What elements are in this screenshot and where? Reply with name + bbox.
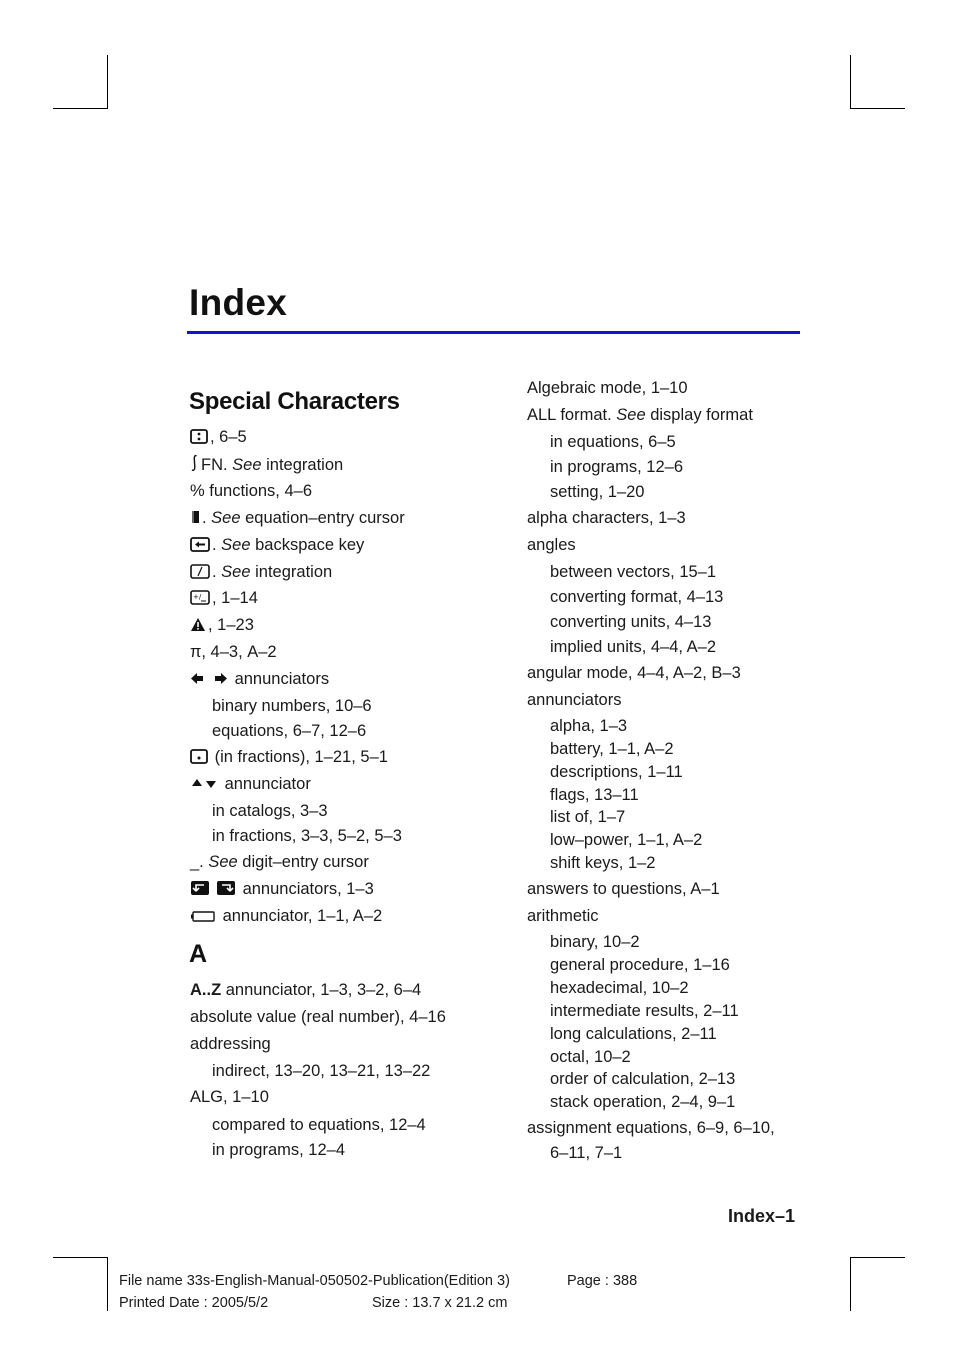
special-character-entry xyxy=(190,642,277,662)
index-subentry xyxy=(550,482,645,502)
page-number-label: Index–1 xyxy=(728,1206,796,1226)
entry-text: intermediate results, 2–11 xyxy=(550,1002,739,1020)
entry-text: absolute value (real number), 4–16 xyxy=(190,1008,446,1026)
size-info: Size : 13.7 x 21.2 cm xyxy=(372,1295,508,1311)
a-index-entry xyxy=(190,1034,271,1054)
shift-annunciators-icon xyxy=(190,880,238,898)
see-reference: See xyxy=(221,536,251,554)
index-subentry xyxy=(550,762,683,782)
title-rule xyxy=(187,331,800,334)
crop-mark-top-right-v xyxy=(850,55,851,109)
entry-text: long calculations, 2–11 xyxy=(550,1025,717,1043)
a-index-subentry xyxy=(212,1115,426,1135)
section-heading-a: A xyxy=(189,940,208,968)
entry-text: compared to equations, 12–4 xyxy=(212,1116,426,1134)
index-subentry xyxy=(550,739,674,759)
page-title: Index xyxy=(189,282,288,323)
entry-text: in fractions, 3–3, 5–2, 5–3 xyxy=(212,827,402,845)
see-reference: See xyxy=(221,563,251,581)
index-subentry xyxy=(550,978,689,998)
entry-text: , 6–5 xyxy=(210,428,247,446)
entry-text: 6–11, 7–1 xyxy=(550,1144,623,1162)
see-target: backspace key xyxy=(250,536,365,554)
entry-text: implied units, 4–4, A–2 xyxy=(550,638,717,656)
entry-text: assignment equations, 6–9, 6–10, xyxy=(527,1119,775,1137)
crop-mark-top-right-h xyxy=(850,108,905,109)
entry-text: addressing xyxy=(190,1035,271,1053)
special-character-entry xyxy=(190,562,332,582)
battery-icon xyxy=(190,907,218,925)
see-reference: See xyxy=(211,509,241,527)
special-character-entry xyxy=(190,774,311,794)
entry-cursor-icon xyxy=(190,509,202,527)
index-subentry xyxy=(550,955,730,975)
special-character-entry xyxy=(190,669,329,689)
index-entry xyxy=(527,690,621,710)
entry-text: ALG, 1–10 xyxy=(190,1088,269,1106)
index-entry xyxy=(527,405,753,425)
see-target: equation–entry cursor xyxy=(240,509,405,527)
file-name: File name 33s-English-Manual-050502-Publication(Edition 3) xyxy=(119,1273,510,1289)
index-subentry xyxy=(550,1069,735,1089)
special-character-entry xyxy=(190,615,254,635)
a-index-entry xyxy=(190,1007,446,1027)
entry-text: % functions, 4–6 xyxy=(190,482,312,500)
special-character-entry xyxy=(190,852,369,872)
entry-text: , 1–23 xyxy=(208,616,254,634)
entry-text: alpha, 1–3 xyxy=(550,717,628,735)
index-entry xyxy=(527,508,686,528)
index-subentry xyxy=(550,1047,631,1067)
see-reference: See xyxy=(232,456,262,474)
entry-text: _. xyxy=(190,853,209,871)
index-entry xyxy=(527,879,720,899)
special-character-entry xyxy=(190,747,388,767)
entry-text: shift keys, 1–2 xyxy=(550,854,656,872)
entry-text: battery, 1–1, A–2 xyxy=(550,740,674,758)
index-subentry xyxy=(550,1024,717,1044)
entry-text: . xyxy=(202,509,212,527)
special-character-subentry xyxy=(212,826,402,846)
entry-text: answers to questions, A–1 xyxy=(527,880,720,898)
index-entry xyxy=(527,1118,775,1138)
a-index-subentry xyxy=(212,1061,430,1081)
printed-date: Printed Date : 2005/5/2 xyxy=(119,1295,269,1311)
index-entry xyxy=(527,535,576,555)
entry-text: order of calculation, 2–13 xyxy=(550,1070,736,1088)
index-entry xyxy=(527,663,741,683)
entry-text: equations, 6–7, 12–6 xyxy=(212,722,367,740)
index-subentry xyxy=(550,562,716,582)
crop-mark-bottom-left-v xyxy=(107,1257,108,1311)
special-character-entry xyxy=(190,454,343,475)
entry-text: in catalogs, 3–3 xyxy=(212,802,328,820)
crop-mark-top-left-v xyxy=(107,55,108,109)
page-info: Page : 388 xyxy=(567,1273,638,1289)
crop-mark-bottom-right-v xyxy=(850,1257,851,1311)
svg-text:+/: +/ xyxy=(193,593,202,601)
entry-text: . xyxy=(212,536,222,554)
entry-text: (in fractions), 1–21, 5–1 xyxy=(210,748,388,766)
entry-text: stack operation, 2–4, 9–1 xyxy=(550,1093,736,1111)
index-subentry xyxy=(550,457,683,477)
integral-key-icon xyxy=(190,563,212,581)
backspace-key-icon xyxy=(190,536,212,554)
entry-text: annunciator xyxy=(220,775,311,793)
see-target: digit–entry cursor xyxy=(237,853,369,871)
special-character-entry xyxy=(190,508,405,528)
special-character-subentry xyxy=(212,696,372,716)
index-entry xyxy=(527,906,599,926)
plus-minus-key-icon xyxy=(190,589,212,607)
entry-text: annunciators xyxy=(230,670,330,688)
index-subentry xyxy=(550,612,711,632)
see-target: integration xyxy=(250,563,333,581)
entry-text: hexadecimal, 10–2 xyxy=(550,979,689,997)
crop-mark-bottom-right-h xyxy=(850,1257,905,1258)
entry-text: Algebraic mode, 1–10 xyxy=(527,379,688,397)
special-character-entry xyxy=(190,588,258,608)
crop-mark-top-left-h xyxy=(53,108,108,109)
dot-key-icon xyxy=(190,748,210,766)
entry-text: between vectors, 15–1 xyxy=(550,563,717,581)
special-character-entry xyxy=(190,481,312,501)
index-subentry xyxy=(550,932,640,952)
special-character-subentry xyxy=(212,801,328,821)
see-target: integration xyxy=(261,456,344,474)
a-index-entry xyxy=(190,1087,269,1107)
index-subentry xyxy=(550,807,625,827)
entry-text: descriptions, 1–11 xyxy=(550,763,683,781)
entry-text: ALL format. xyxy=(527,406,617,424)
entry-text: octal, 10–2 xyxy=(550,1048,631,1066)
index-subentry xyxy=(550,830,702,850)
index-subentry xyxy=(550,432,676,452)
index-subentry xyxy=(550,716,627,736)
integral-sign-icon xyxy=(190,456,201,474)
entry-text: in programs, 12–4 xyxy=(212,1141,345,1159)
entry-text: indirect, 13–20, 13–21, 13–22 xyxy=(212,1062,431,1080)
entry-text: setting, 1–20 xyxy=(550,483,645,501)
left-right-arrows-icon xyxy=(190,670,230,688)
index-entry xyxy=(527,378,688,398)
entry-text: flags, 13–11 xyxy=(550,786,639,804)
entry-text: , 1–14 xyxy=(212,589,258,607)
entry-text: angles xyxy=(527,536,576,554)
entry-text: annunciators, 1–3 xyxy=(238,880,374,898)
entry-text: in programs, 12–6 xyxy=(550,458,683,476)
special-character-entry xyxy=(190,879,374,899)
entry-text: FN. xyxy=(201,456,233,474)
see-reference: See xyxy=(208,853,238,871)
entry-text: converting format, 4–13 xyxy=(550,588,724,606)
entry-text: binary, 10–2 xyxy=(550,933,640,951)
index-subentry xyxy=(550,1143,622,1163)
crop-mark-bottom-left-h xyxy=(53,1257,108,1258)
see-reference: See xyxy=(616,406,646,424)
special-character-subentry xyxy=(212,721,366,741)
entry-text: . xyxy=(212,563,222,581)
entry-text: annunciators xyxy=(527,691,622,709)
entry-text: arithmetic xyxy=(527,907,599,925)
colon-key-icon xyxy=(190,428,210,446)
entry-bold-term: A..Z xyxy=(190,981,222,999)
entry-text: annunciator, 1–1, A–2 xyxy=(218,907,383,925)
index-subentry xyxy=(550,785,639,805)
special-character-entry xyxy=(190,906,382,926)
warning-icon xyxy=(190,616,208,634)
index-subentry xyxy=(550,1001,739,1021)
up-down-arrows-icon xyxy=(190,775,220,793)
entry-text: converting units, 4–13 xyxy=(550,613,712,631)
entry-text: annunciator, 1–3, 3–2, 6–4 xyxy=(221,981,422,999)
section-heading-special-characters: Special Characters xyxy=(189,388,400,415)
entry-text: in equations, 6–5 xyxy=(550,433,676,451)
see-target: display format xyxy=(645,406,753,424)
entry-text: list of, 1–7 xyxy=(550,808,626,826)
a-index-entry xyxy=(190,980,421,1000)
index-subentry xyxy=(550,637,716,657)
entry-text: low–power, 1–1, A–2 xyxy=(550,831,703,849)
special-character-entry xyxy=(190,535,364,555)
a-index-subentry xyxy=(212,1140,345,1160)
entry-text: binary numbers, 10–6 xyxy=(212,697,372,715)
index-subentry xyxy=(550,1092,735,1112)
special-character-entry xyxy=(190,427,247,447)
entry-text: alpha characters, 1–3 xyxy=(527,509,686,527)
index-subentry xyxy=(550,587,723,607)
entry-text: general procedure, 1–16 xyxy=(550,956,730,974)
entry-text: angular mode, 4–4, A–2, B–3 xyxy=(527,664,741,682)
entry-text: π, 4–3, A–2 xyxy=(190,643,277,661)
index-subentry xyxy=(550,853,655,873)
